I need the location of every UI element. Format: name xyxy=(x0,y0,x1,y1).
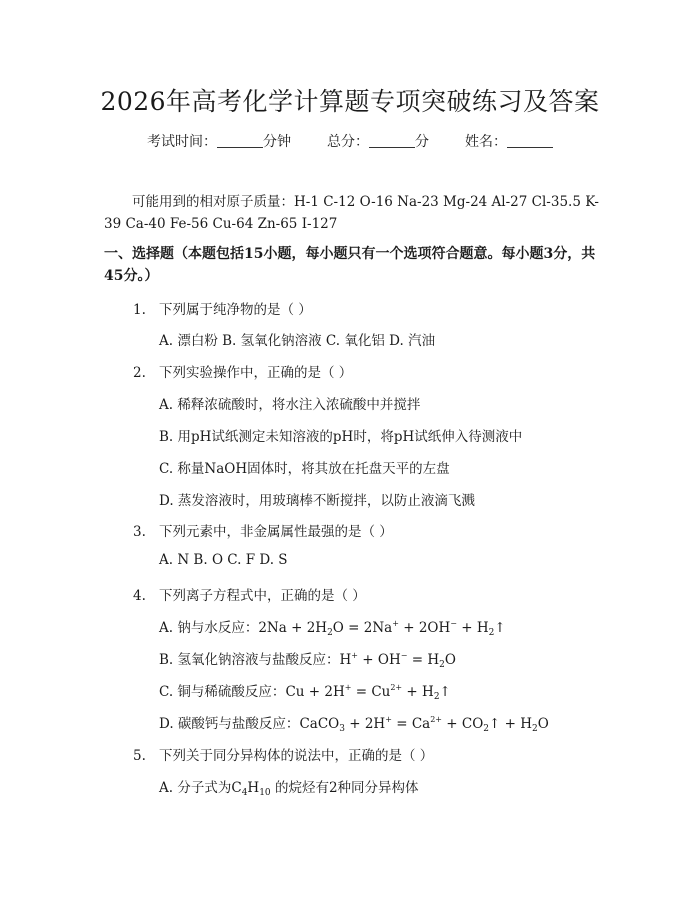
option-2c: C. 称量NaOH固体时，将其放在托盘天平的左盘 xyxy=(159,461,450,477)
section-heading: 一、选择题（本题包括15小题，每小题只有一个选项符合题意。每小题3分，共45分。） xyxy=(104,246,596,284)
atomic-masses: 可能用到的相对原子质量：H-1 C-12 O-16 Na-23 Mg-24 Al-27 Cl-35.5 K-39 Ca-40 Fe-56 Cu-64 Zn-65 I-127 xyxy=(104,194,599,232)
name-label: 姓名： xyxy=(465,134,507,150)
equation-4c: $Cu + 2H^+ = Cu^{2+}$ + $H_2↑$ xyxy=(285,683,451,702)
question-1 xyxy=(133,298,312,318)
question-text: 下列属于纯净物的是（ ） xyxy=(159,302,312,318)
equation-4b: $H^+ + OH^- = H_2O$ xyxy=(339,651,456,670)
option-suffix: 的烷烃有2种同分异构体 xyxy=(274,780,419,796)
question-1-options: A. 漂白粉 B. 氢氧化钠溶液 C. 氧化铝 D. 汽油 xyxy=(159,333,436,349)
question-text: 下列实验操作中，正确的是（ ） xyxy=(159,365,353,381)
time-blank xyxy=(217,133,263,148)
option-label: A. 分子式为 xyxy=(159,780,232,796)
equation-4a: $2Na + 2H_2O = 2Na^+ + 2OH^-$ + $H_2↑$ xyxy=(258,619,506,638)
question-number: 3. xyxy=(133,524,146,540)
option-2d: D. 蒸发溶液时，用玻璃棒不断搅拌，以防止液滴飞溅 xyxy=(159,493,475,509)
option-4b xyxy=(159,648,456,670)
question-4 xyxy=(133,584,366,604)
time-label: 考试时间： xyxy=(147,134,217,150)
score-label: 总分： xyxy=(327,134,369,150)
exam-time xyxy=(147,131,291,151)
question-5 xyxy=(133,744,433,764)
question-number: 4. xyxy=(133,588,146,604)
option-2a: A. 稀释浓硫酸时，将水注入浓硫酸中并搅拌 xyxy=(159,397,421,413)
formula-c4h10: $C_4H_{10}$ xyxy=(231,780,271,798)
option-label: D. 碳酸钙与盐酸反应： xyxy=(159,716,300,732)
score-unit: 分 xyxy=(415,134,429,150)
question-number: 5. xyxy=(133,748,146,764)
exam-score xyxy=(327,131,429,151)
question-number: 2. xyxy=(133,365,146,381)
time-unit: 分钟 xyxy=(263,134,291,150)
question-3-options: A. N B. O C. F D. S xyxy=(159,552,288,568)
name-blank xyxy=(507,133,553,148)
question-text: 下列关于同分异构体的说法中，正确的是（ ） xyxy=(159,748,434,764)
option-label: C. 铜与稀硫酸反应： xyxy=(159,684,286,700)
option-4c xyxy=(159,680,451,702)
option-4d xyxy=(159,712,549,734)
option-label: A. 钠与水反应： xyxy=(159,620,259,636)
question-text: 下列元素中，非金属属性最强的是（ ） xyxy=(159,524,393,540)
question-2 xyxy=(133,361,352,381)
question-text: 下列离子方程式中，正确的是（ ） xyxy=(159,588,366,604)
equation-4d: CaCO$_3$ + $2H^+ = Ca^{2+}$ + $CO_2↑ + H_2O$ xyxy=(299,715,549,734)
question-number: 1. xyxy=(133,302,146,318)
option-4a xyxy=(159,616,506,638)
option-2b: B. 用pH试纸测定未知溶液的pH时，将pH试纸伸入待测液中 xyxy=(159,429,523,445)
question-3 xyxy=(133,520,393,540)
exam-info-row xyxy=(0,131,700,151)
option-label: B. 氢氧化钠溶液与盐酸反应： xyxy=(159,652,340,668)
exam-name xyxy=(465,131,553,151)
score-blank xyxy=(369,133,415,148)
page-title: 2026年高考化学计算题专项突破练习及答案 xyxy=(100,87,600,116)
option-5a xyxy=(159,776,419,798)
